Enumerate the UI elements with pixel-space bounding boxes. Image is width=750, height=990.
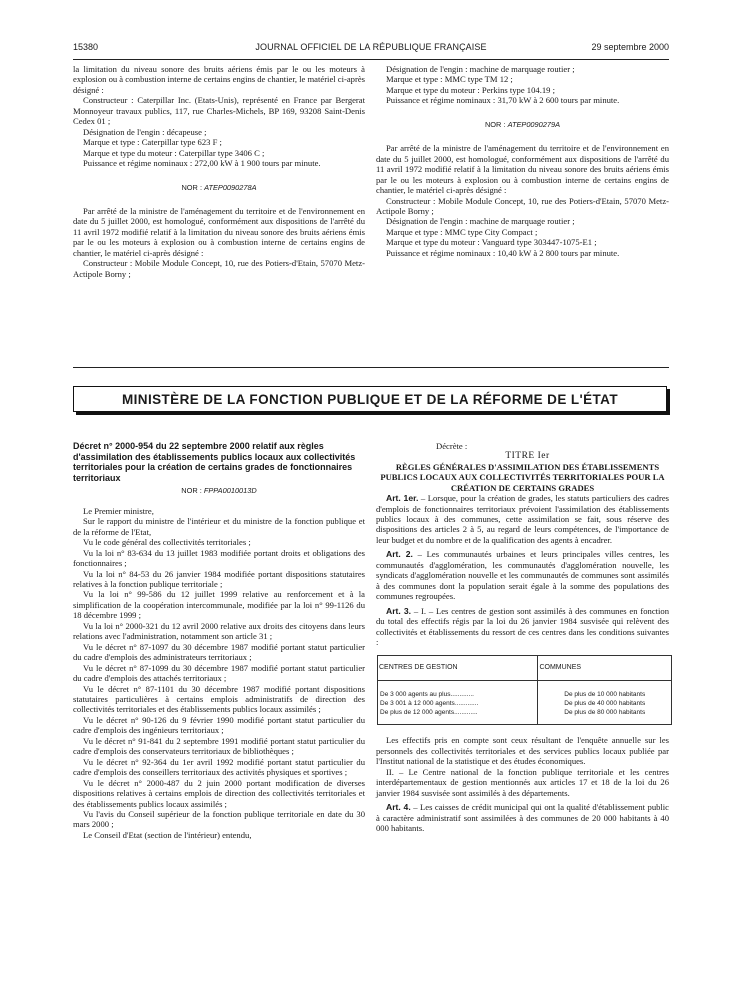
nor-reference	[376, 120, 669, 130]
chapter-title: RÈGLES GÉNÉRALES D'ASSIMILATION DES ÉTABLISSEMENTS PUBLICS LOCAUX AUX COLLECTIVITÉS TERRITORIALES POUR LA CRÉATION DE CERTAINS GRADES	[380, 461, 665, 493]
decrete-label: Décrète :	[436, 441, 468, 451]
visa-item: Vu le décret n° 90-126 du 9 février 1990 modifié portant statut particulier du cadre d'emplois des ingénieurs territoriaux ;	[73, 714, 365, 736]
table-row	[378, 681, 672, 700]
header-rule	[73, 59, 669, 60]
paragraph: Désignation de l'engin : machine de marquage routier ;	[386, 64, 575, 74]
paragraph: Désignation de l'engin : machine de marquage routier ;	[386, 216, 575, 227]
visa-item: Vu le décret n° 92-364 du 1er avril 1992 modifié portant statut particulier du cadre d'emplois des conseillers territoriaux des activités physiques et sportives ;	[73, 756, 365, 778]
decree-intro: Le Premier ministre,	[83, 505, 154, 516]
paragraph: Par arrêté de la ministre de l'aménagement du territoire et de l'environnement en date du 5 juillet 2000, est homologué, conformément aux dispositions de l'arrêté du 11 avril 1972 modifié relatif à la limitation du niveau sonore des bruits aériens émis par le ou les moteurs à explosion ou à combustion interne de certains engins de chantier, le matériel ci-après désigné :	[376, 143, 669, 196]
table-row	[378, 708, 672, 725]
article-label: Art. 1er.	[386, 493, 419, 504]
decree-title: Décret n° 2000-954 du 22 septembre 2000 relatif aux règles d'assimilation des établissements publics locaux aux collectivités territoriales pour la création de certains grades de fonctionnaires territoriaux	[73, 441, 356, 483]
article-4: Art. 4. – Les caisses de crédit municipal qui ont la qualité d'établissement public à caractère administratif sont assimilées à des communes de 20 000 habitants à 40 000 habitants.	[376, 802, 669, 834]
section-rule	[73, 367, 669, 368]
paragraph: la limitation du niveau sonore des bruits aériens émis par le ou les moteurs à explosion ou à combustion interne de certains engins de chantier, le matériel ci-après désigné :	[73, 64, 365, 95]
paragraph: Puissance et régime nominaux : 31,70 kW à 2 600 tours par minute.	[386, 95, 620, 106]
visa-item: Vu la loi n° 99-586 du 12 juillet 1999 relative au renforcement et à la simplification de la coopération intercommunale, modifiée par la loi n° 99-1126 du 18 décembre 1999 ;	[73, 589, 365, 621]
paragraph: Puissance et régime nominaux : 272,00 kW à 1 900 tours par minute.	[83, 158, 321, 169]
visa-item: Vu la loi n° 2000-321 du 12 avril 2000 relative aux droits des citoyens dans leurs relations avec l'administration, notamment son article 31 ;	[73, 620, 365, 642]
article-2: Art. 2. – Les communautés urbaines et leurs principales villes centres, les communautés d'agglomération, les communautés d'agglomération nouvelle, les syndicats d'agglomération nouvelle et les communautés de communes sont assimilés à des communes dont la population serait égale à la somme des populations des communes regroupées.	[376, 549, 669, 602]
table-cell: De plus de 40 000 habitants	[538, 699, 672, 708]
top-left-column	[73, 64, 365, 279]
paragraph: Les effectifs pris en compte sont ceux résultant de l'enquête annuelle sur les personnels des collectivités territoriales et des services publics locaux publiée par l'Institut national de la statistique et des études économiques.	[376, 735, 669, 767]
paragraph: Marque et type : Caterpillar type 623 F ;	[83, 137, 222, 148]
visa-item: Vu le décret n° 87-1097 du 30 décembre 1987 modifié portant statut particulier du cadre d'emplois des administrateurs territoriaux ;	[73, 641, 365, 663]
visa-item: Vu le décret n° 87-1099 du 30 décembre 1987 modifié portant statut particulier du cadre d'emplois des attachés territoriaux ;	[73, 662, 365, 684]
paragraph: Marque et type du moteur : Perkins type 104.19 ;	[386, 84, 555, 95]
table-cell: De plus de 80 000 habitants	[538, 708, 672, 725]
article-1: Art. 1er. – Lorsque, pour la création de grades, les statuts particuliers des cadres d'emplois de fonctionnaires territoriaux prévoient l'assimilation des établissements publics locaux à des communes, cette assimilation se fait, sous réserve des dispositions des articles 2 à 5, au regard de leurs compétences, de l'importance de leur budget et du nombre et de la qualification des agents à encadrer.	[376, 493, 669, 545]
paragraph: Marque et type : MMC type TM 12 ;	[386, 74, 513, 85]
top-right-column	[376, 64, 669, 258]
article-label: Art. 3.	[386, 605, 412, 616]
visa-item: Le Conseil d'Etat (section de l'intérieur) entendu,	[83, 829, 252, 840]
visa-item: Vu la loi n° 84-53 du 26 janvier 1984 modifiée portant dispositions statutaires relatives à la fonction publique territoriale ;	[73, 568, 365, 589]
visa-item: Vu l'avis du Conseil supérieur de la fonction publique territoriale en date du 30 mars 2000 ;	[73, 808, 365, 830]
visa-item: Vu le code général des collectivités territoriales ;	[83, 537, 251, 548]
visa-item: Vu le décret n° 91-841 du 2 septembre 1991 modifié portant statut particulier du cadre d'emplois des conservateurs territoriaux de bibliothèques ;	[73, 735, 365, 757]
visa-item: Sur le rapport du ministre de l'intérieur et du ministre de la fonction publique et de la réforme de l'Etat,	[73, 516, 365, 537]
article-label: Art. 4.	[386, 802, 411, 813]
titre-heading	[376, 451, 669, 461]
table-cell: De 3 001 à 12 000 agents.............	[378, 699, 538, 708]
articles-column	[376, 441, 669, 834]
paragraph: Constructeur : Mobile Module Concept, 10, rue des Potiers-d'Etain, 57070 Metz-Actipole Borny ;	[73, 258, 365, 279]
running-header	[73, 42, 669, 56]
nor-reference	[73, 486, 365, 496]
nor-reference	[73, 183, 365, 193]
paragraph: Constructeur : Mobile Module Concept, 10, rue des Potiers-d'Etain, 57070 Metz-Actipole Borny ;	[376, 195, 669, 216]
decree-column	[73, 441, 365, 840]
paragraph: Marque et type du moteur : Caterpillar type 3406 C ;	[83, 147, 265, 158]
nor-code: ATEP0090279A	[507, 119, 561, 129]
nor-label: NOR :	[181, 182, 202, 192]
visa-item: Vu le décret n° 2000-487 du 2 juin 2000 portant modification de diverses dispositions relatives à certains emplois de direction des collectivités territoriales et des établissements publics locaux assimilés ;	[73, 777, 365, 809]
issue-date: 29 septembre 2000	[591, 42, 669, 52]
paragraph: Constructeur : Caterpillar Inc. (Etats-Unis), représenté en France par Bergerat Monnoyeur travaux publics, 117, rue Charles-Michels, BP 169, 93208 Saint-Denis Cedex 01 ;	[73, 95, 365, 127]
table-header: COMMUNES	[538, 656, 672, 681]
paragraph: Désignation de l'engin : décapeuse ;	[83, 126, 207, 137]
paragraph: Marque et type du moteur : Vanguard type 303447-1075-E1 ;	[386, 237, 597, 248]
paragraph: Par arrêté de la ministre de l'aménagement du territoire et de l'environnement en date du 5 juillet 2000, est homologué, conformément aux dispositions de l'arrêté du 11 avril 1972 modifié relatif à la limitation du niveau sonore des bruits aériens émis par le ou les moteurs à explosion ou à combustion interne de certains engins de chantier, le matériel ci-après désigné :	[73, 205, 365, 258]
visa-item: Vu la loi n° 83-634 du 13 juillet 1983 modifiée portant droits et obligations des fonctionnaires ;	[73, 547, 365, 569]
table-header: CENTRES DE GESTION	[378, 656, 538, 681]
nor-label: NOR :	[181, 486, 202, 496]
journal-title: JOURNAL OFFICIEL DE LA RÉPUBLIQUE FRANÇAISE	[255, 42, 487, 52]
nor-code: FPPA0010013D	[203, 486, 257, 496]
paragraph: Puissance et régime nominaux : 10,40 kW à 2 800 tours par minute.	[386, 247, 620, 258]
table-cell: De plus de 12 000 agents.............	[378, 708, 538, 725]
nor-label: NOR :	[484, 119, 506, 129]
visa-item: Vu le décret n° 87-1101 du 30 décembre 1987 modifié portant dispositions statutaires particulières à certains emplois administratifs de direction des collectivités territoriales et des établissements publics locaux assimilés ;	[73, 683, 365, 715]
table-row	[378, 699, 672, 708]
article-3: Art. 3. – I. – Les centres de gestion sont assimilés à des communes en fonction du total des effectifs régis par la loi du 26 janvier 1984 susvisée qui relèvent des collectivités et établissements du ressort de ces centres dans les conditions suivantes :	[376, 605, 670, 648]
ministry-section-title: MINISTÈRE DE LA FONCTION PUBLIQUE ET DE LA RÉFORME DE L'ÉTAT	[73, 386, 667, 412]
paragraph: Marque et type : MMC type City Compact ;	[386, 226, 538, 237]
article-label: Art. 2.	[386, 549, 413, 560]
visa-list	[73, 516, 365, 840]
centres-table	[377, 655, 672, 725]
table-cell: De plus de 10 000 habitants	[538, 681, 672, 700]
paragraph: II. – Le Centre national de la fonction publique territoriale et les centres interdépartementaux de gestion mentionnés aux articles 17 et 18 de la loi du 26 janvier 1984 susvisée sont assimilés à des départements.	[376, 766, 669, 798]
titre-label: TITRE Ier	[505, 451, 550, 462]
nor-code: ATEP0090278A	[204, 182, 257, 192]
page-number: 15380	[73, 42, 99, 52]
table-cell: De 3 000 agents au plus.............	[378, 681, 538, 700]
